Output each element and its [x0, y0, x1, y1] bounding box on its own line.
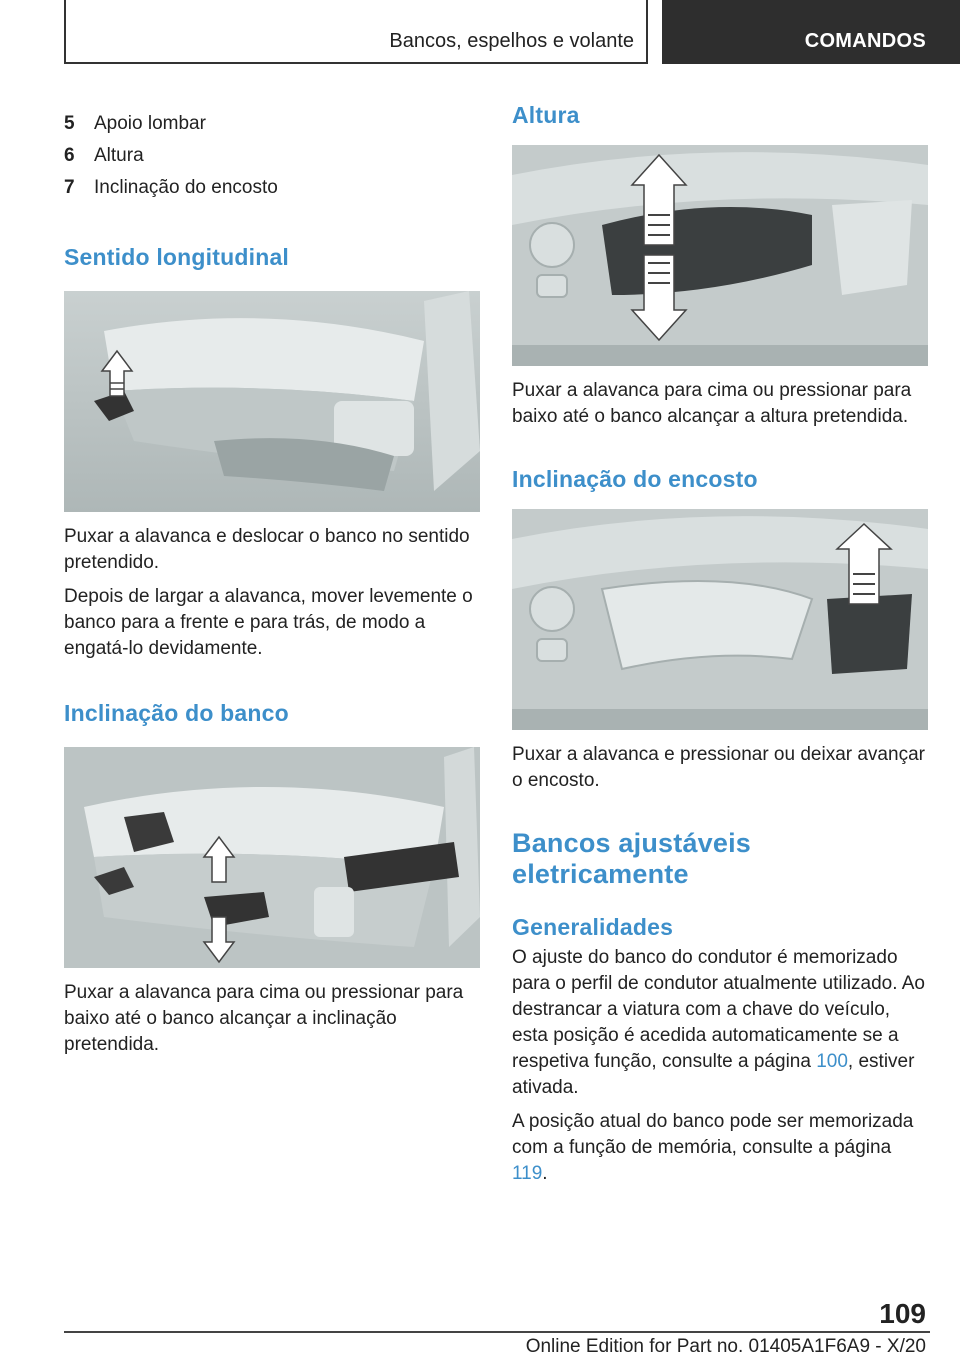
- footer-divider: [64, 1331, 930, 1333]
- seat-tilt-illustration: [64, 747, 480, 968]
- general-text-1-part-a: O ajuste do banco do condutor é memorizado para o perfil de condutor atualmente utilizado. Ao destrancar a viatura com a chave do veículo, esta posição é acedida automaticamente se a respetiva função, consulte a página: [512, 947, 925, 1072]
- general-text-2-part-b: .: [542, 1163, 548, 1184]
- right-column: [512, 102, 928, 1187]
- legend-item: [64, 172, 480, 204]
- seat-longitudinal-illustration: [64, 291, 480, 512]
- heading-backrest: Inclinação do encosto: [512, 466, 758, 492]
- seat-height-illustration: [512, 145, 928, 366]
- backrest-illustration: [512, 509, 928, 730]
- legend-label: Inclinação do encosto: [94, 177, 278, 198]
- legend-list: [64, 108, 480, 204]
- legend-item: [64, 108, 480, 140]
- legend-number: 6: [64, 145, 75, 166]
- heading-seat-tilt: Inclinação do banco: [64, 700, 289, 726]
- heading-longitudinal: Sentido longitudinal: [64, 244, 290, 270]
- header-section-title: COMANDOS: [804, 30, 926, 52]
- heading-height: Altura: [512, 102, 580, 128]
- legend-label: Apoio lombar: [94, 113, 206, 134]
- general-text-1: [512, 945, 928, 1101]
- header-chapter-box: [64, 0, 648, 64]
- seat-tilt-text: Puxar a alavanca para cima ou pressionar para baixo até o banco alcançar a inclinação pretendida.: [64, 982, 464, 1055]
- page-ref-link-119[interactable]: 119: [512, 1163, 543, 1184]
- page-number: 109: [879, 1298, 926, 1329]
- general-text-1-part-b: , estiver ativada.: [512, 1051, 915, 1098]
- left-column: [64, 108, 480, 1058]
- heading-electric-seats: Bancos ajustáveis eletricamente: [512, 828, 752, 889]
- page-ref-link-100[interactable]: 100: [816, 1051, 848, 1072]
- general-text-2: [512, 1109, 928, 1187]
- header-section-tab: [662, 0, 960, 64]
- legend-item: [64, 140, 480, 172]
- legend-number: 7: [64, 177, 75, 198]
- header-chapter-title: Bancos, espelhos e volante: [389, 30, 634, 52]
- height-text: Puxar a alavanca para cima ou pressionar para baixo até o banco alcançar a altura pretendida.: [512, 380, 912, 427]
- backrest-text: Puxar a alavanca e pressionar ou deixar avançar o encosto.: [512, 744, 925, 791]
- legend-number: 5: [64, 113, 75, 134]
- general-text-2-part-a: A posição atual do banco pode ser memorizada com a função de memória, consulte a página: [512, 1111, 914, 1158]
- longitudinal-text-2: Depois de largar a alavanca, mover levemente o banco para a frente e para trás, de modo a engatá-lo devidamente.: [64, 586, 473, 659]
- heading-general: Generalidades: [512, 914, 674, 940]
- legend-label: Altura: [94, 145, 144, 166]
- footer-edition: Online Edition for Part no. 01405A1F6A9 - X/20: [525, 1336, 926, 1357]
- longitudinal-text-1: Puxar a alavanca e deslocar o banco no sentido pretendido.: [64, 526, 470, 573]
